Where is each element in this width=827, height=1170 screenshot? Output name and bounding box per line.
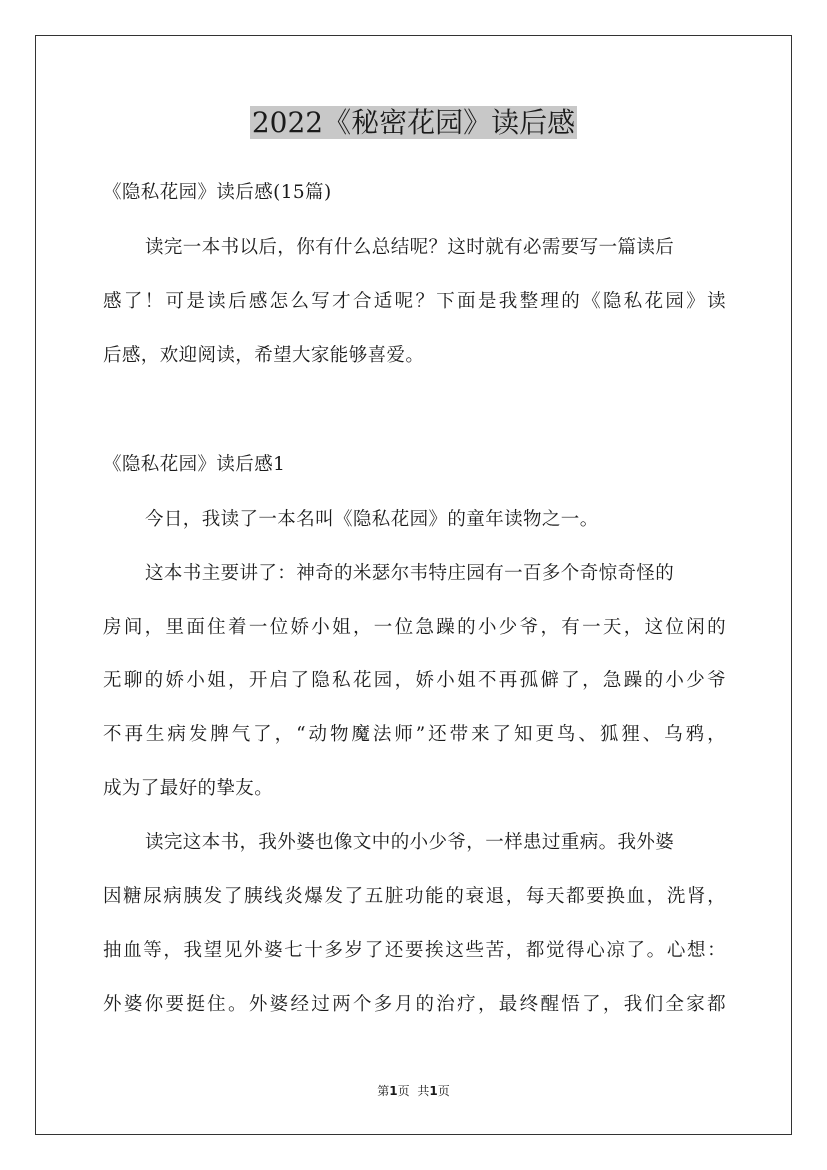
paragraph-3-line-1: 读完这本书，我外婆也像文中的小少爷，一样患过重病。我外婆 [145,832,675,853]
paragraph-3-line-4: 外婆你要挺住。外婆经过两个多月的治疗，最终醒悟了，我们全家都 [103,994,726,1015]
paragraph-2-line-3: 无聊的娇小姐，开启了隐私花园，娇小姐不再孤僻了，急躁的小少爷 [103,670,726,691]
paragraph-2-line-1: 这本书主要讲了：神奇的米瑟尔韦特庄园有一百多个奇惊奇怪的 [145,563,675,584]
document-title [0,100,827,146]
intro-line-2: 感了！可是读后感怎么写才合适呢？下面是我整理的《隐私花园》读 [103,291,726,312]
paragraph-2-line-2: 房间，里面住着一位娇小姐，一位急躁的小少爷，有一天，这位闲的 [103,617,726,638]
document-subtitle: 《隐私花园》读后感(15篇) [103,182,332,203]
footer-total-prefix: 共 [417,1084,430,1098]
footer-total-suffix: 页 [437,1084,450,1098]
footer-page-suffix: 页 [397,1084,410,1098]
document-title-text: 2022《秘密花园》读后感 [251,106,576,139]
footer-total-number: 1 [429,1084,438,1098]
intro-line-3: 后感，欢迎阅读，希望大家能够喜爱。 [103,345,425,366]
paragraph-2-line-4: 不再生病发脾气了，“动物魔法师”还带来了知更鸟、狐狸、乌鸦， [103,724,726,745]
paragraph-1: 今日，我读了一本名叫《隐私花园》的童年读物之一。 [145,509,599,530]
section-heading: 《隐私花园》读后感1 [103,454,286,475]
page-footer [0,1082,827,1099]
footer-page-number: 1 [389,1084,398,1098]
paragraph-3-line-2: 因糖尿病胰发了胰线炎爆发了五脏功能的衰退，每天都要换血，洗肾， [103,886,726,907]
paragraph-2-line-5: 成为了最好的挚友。 [103,778,274,799]
intro-line-1: 读完一本书以后，你有什么总结呢？这时就有必需要写一篇读后 [145,237,675,258]
paragraph-3-line-3: 抽血等，我望见外婆七十多岁了还要挨这些苦，都觉得心凉了。心想： [103,940,726,961]
footer-page-prefix: 第 [377,1084,390,1098]
